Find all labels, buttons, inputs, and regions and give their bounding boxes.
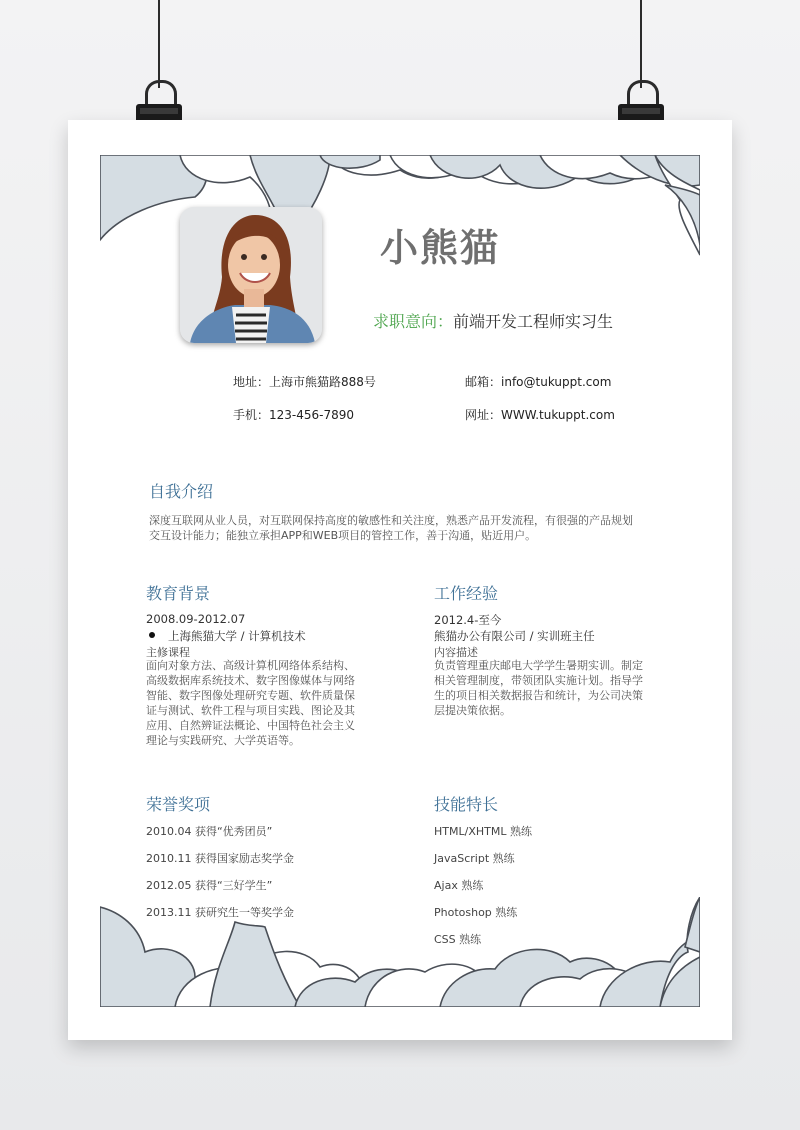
skill-item: CSS 熟练 (434, 933, 482, 946)
section-title-work: 工作经验 (434, 584, 499, 603)
honor-item: 2010.11 获得国家励志奖学金 (146, 852, 294, 865)
candidate-name: 小熊猫 (380, 226, 501, 270)
intro-line: 交互设计能力；能独立承担APP和WEB项目的管控工作，善于沟通，贴近用户。 (149, 529, 537, 542)
course-line: 应用、自然辨证法概论、中国特色社会主义 (146, 719, 355, 732)
intro-text (149, 513, 633, 543)
honor-item: 2013.11 获研究生一等奖学金 (146, 906, 294, 919)
section-title-skills: 技能特长 (434, 795, 499, 814)
section-title-education: 教育背景 (146, 584, 211, 603)
work-desc-label: 内容描述 (434, 646, 478, 659)
work-desc-line: 生的项目相关数据报告和统计，为公司决策 (434, 689, 643, 702)
skill-item: Photoshop 熟练 (434, 906, 518, 919)
bullet-icon (149, 632, 155, 638)
work-desc-line: 相关管理制度，带领团队实施计划。指导学 (434, 674, 643, 687)
section-title-honors: 荣誉奖项 (146, 795, 211, 814)
course-line: 高级数据库系统技术、数字图像媒体与网络 (146, 674, 355, 687)
work-company: 熊猫办公有限公司 / 实训班主任 (434, 629, 595, 643)
contact-phone: 手机：123-456-7890 (233, 408, 355, 422)
course-line: 智能、数字图像处理研究专题、软件质量保 (146, 689, 355, 702)
skill-item: JavaScript 熟练 (434, 852, 515, 865)
skill-item: Ajax 熟练 (434, 879, 484, 892)
job-intent-label: 求职意向： (373, 312, 454, 331)
intro-line: 深度互联网从业人员，对互联网保持高度的敏感性和关注度，熟悉产品开发流程，有很强的产品规划 (149, 514, 633, 527)
hanging-wire-right (640, 0, 642, 88)
course-line: 面向对象方法、高级计算机网络体系结构、 (146, 659, 355, 672)
work-desc-line: 负责管理重庆邮电大学学生暑期实训。制定 (434, 659, 643, 672)
resume-frame (100, 155, 700, 1007)
education-courses (146, 658, 355, 748)
contact-address: 地址：上海市熊猫路888号 (233, 375, 376, 389)
job-intent-value: 前端开发工程师实习生 (453, 312, 614, 331)
job-intent (373, 309, 613, 332)
course-line: 证与测试、软件工程与项目实践、图论及其 (146, 704, 355, 717)
work-desc-line: 层提决策依据。 (434, 704, 511, 717)
contact-website: 网址：WWW.tukuppt.com (465, 408, 615, 422)
education-courses-label: 主修课程 (146, 646, 190, 659)
section-title-intro: 自我介绍 (149, 482, 214, 501)
work-desc (434, 658, 643, 718)
honor-item: 2012.05 获得“三好学生” (146, 879, 273, 892)
hanging-wire-left (158, 0, 160, 88)
work-period: 2012.4-至今 (434, 613, 502, 627)
education-period: 2008.09-2012.07 (146, 612, 246, 626)
profile-photo (180, 207, 322, 343)
education-school: 上海熊猫大学 / 计算机技术 (168, 629, 306, 643)
skill-item: HTML/XHTML 熟练 (434, 825, 532, 838)
contact-email: 邮箱：info@tukuppt.com (465, 375, 612, 389)
course-line: 理论与实践研究、大学英语等。 (146, 734, 300, 747)
honor-item: 2010.04 获得“优秀团员” (146, 825, 273, 838)
